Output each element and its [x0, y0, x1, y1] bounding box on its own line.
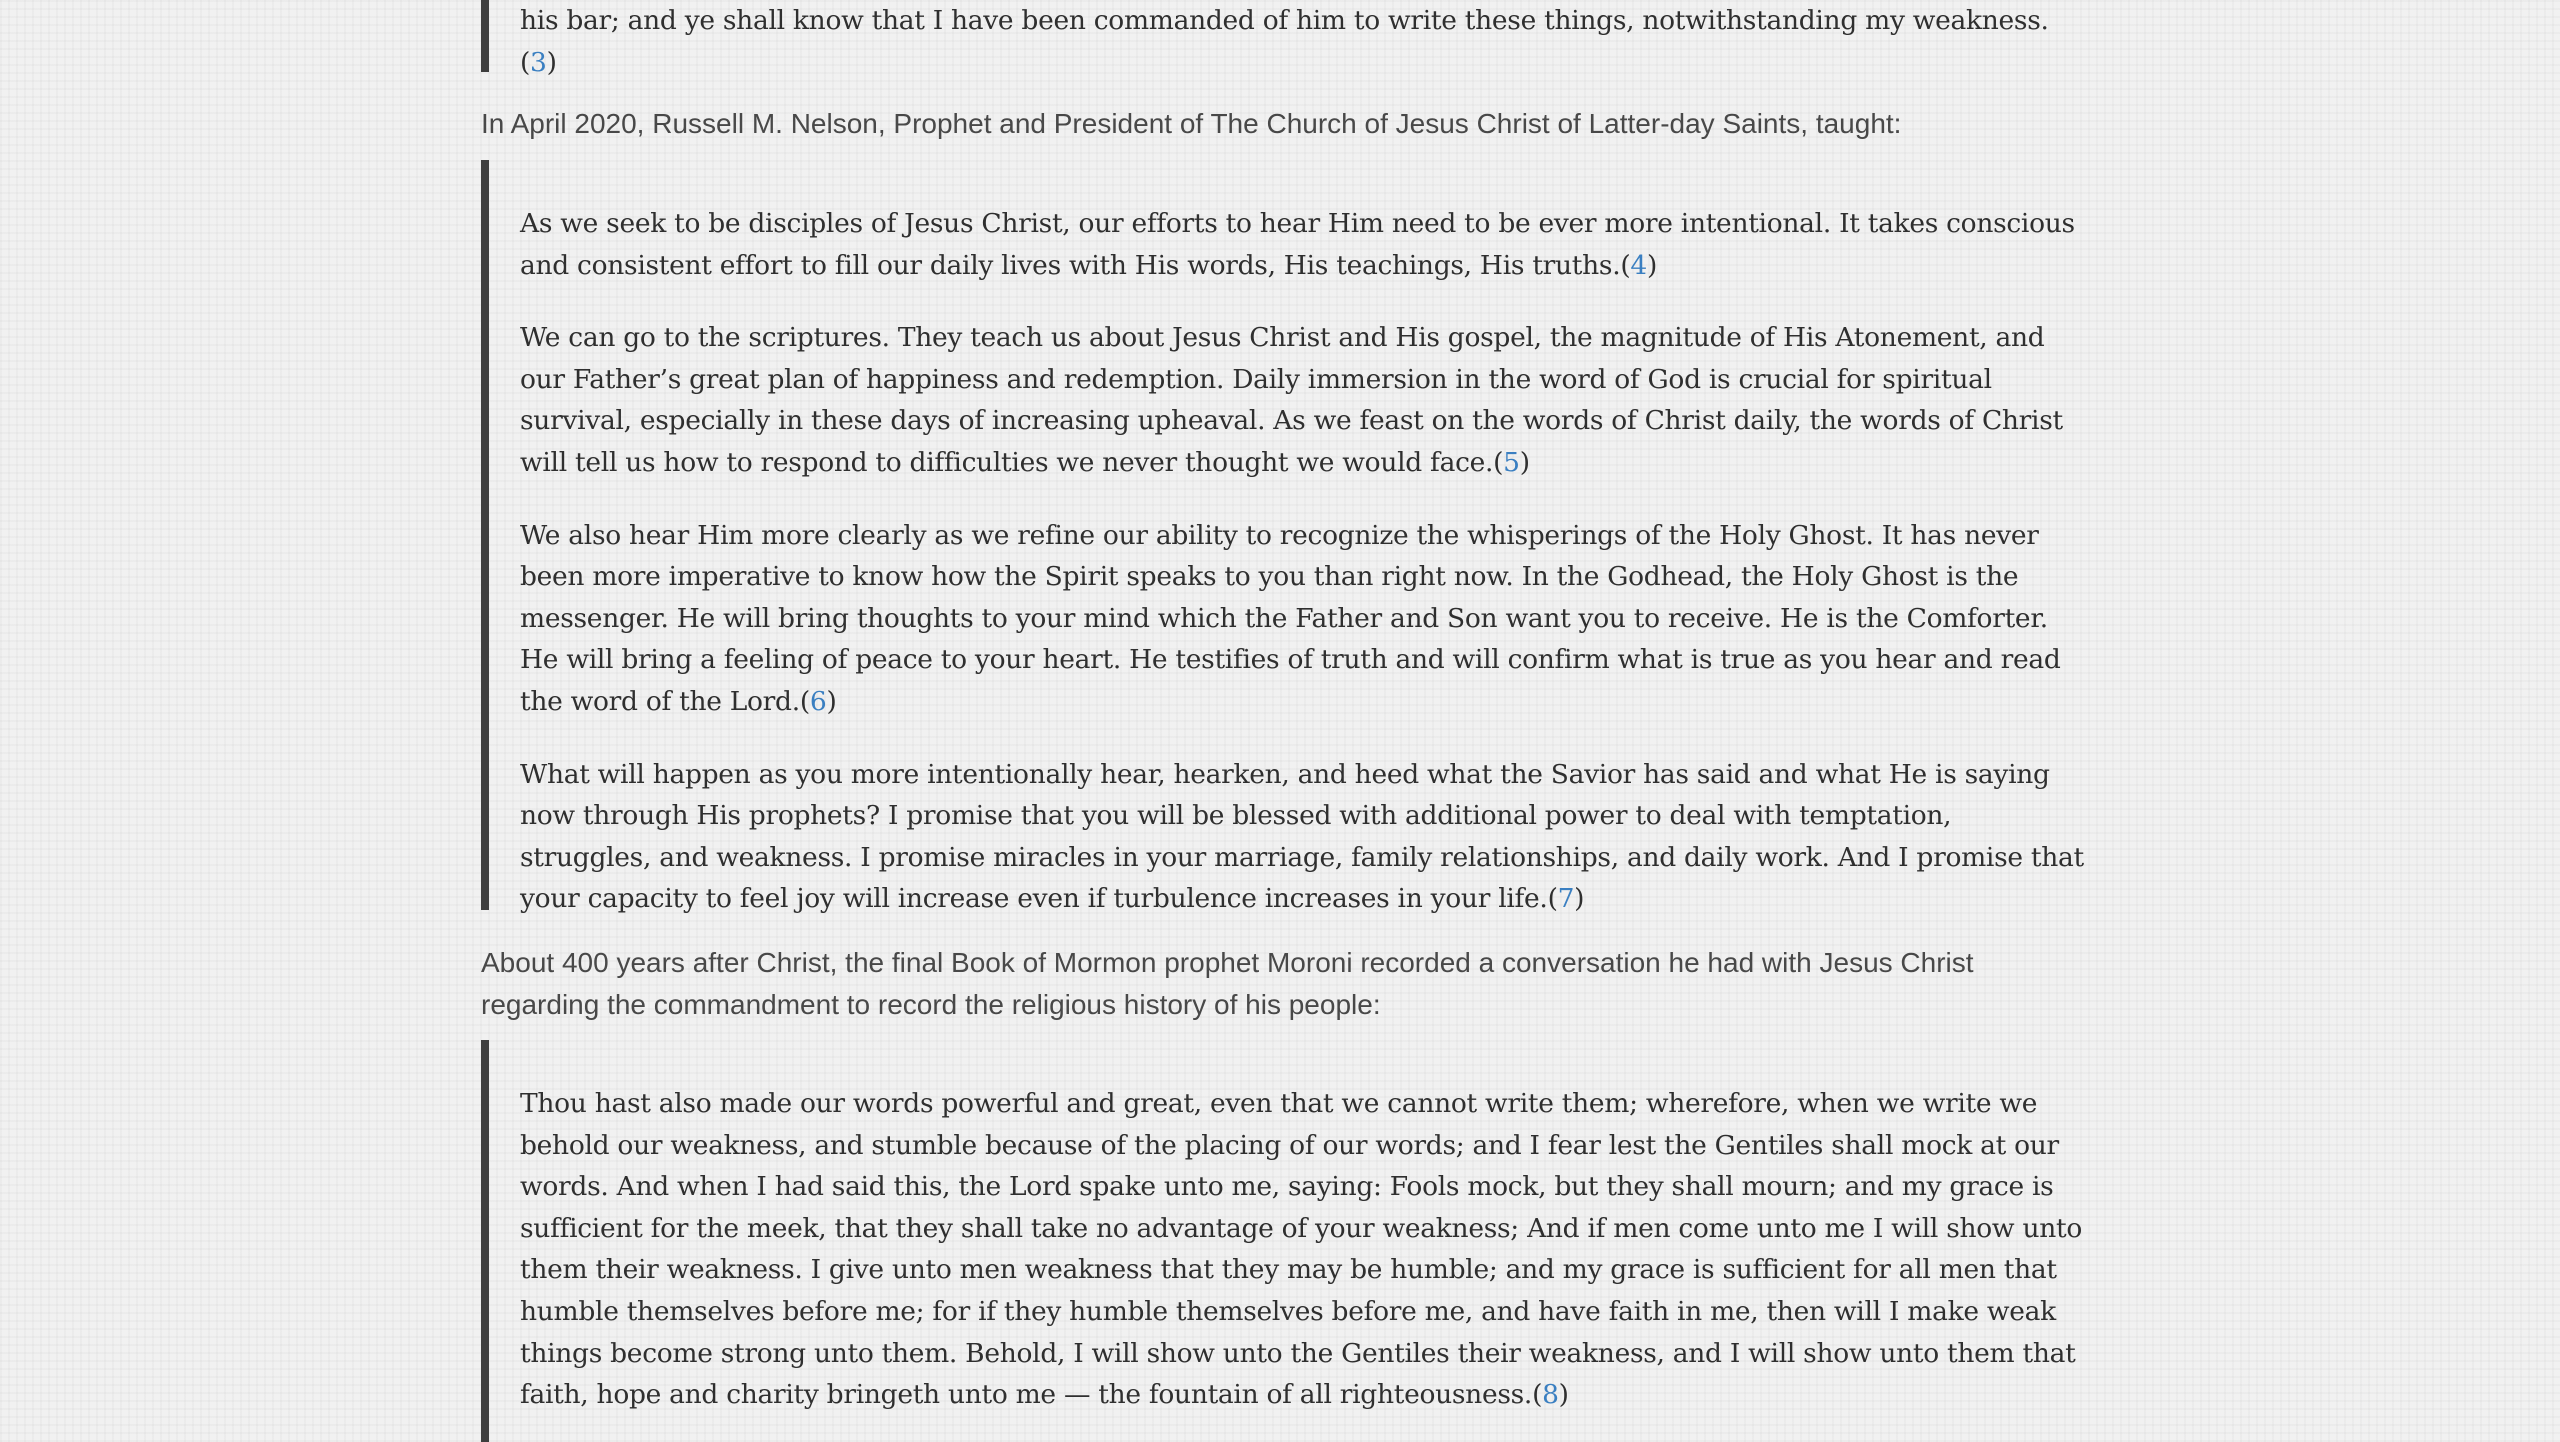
- blockquote-book-of-mormon-excerpt: [481, 0, 2085, 78]
- blockquote-nelson-quote: [481, 160, 2085, 915]
- quote-paragraph: As we seek to be disciples of Jesus Christ, our efforts to hear Him need to be ever more intentional. It takes conscious and consistent effort to fill our daily lives with His words, His teachings, His truths.(4): [520, 208, 2075, 281]
- intro-paragraph-nelson: In April 2020, Russell M. Nelson, Prophet and President of The Church of Jesus Christ of Latter-day Saints, taught:: [481, 108, 1902, 139]
- footnote-link-5[interactable]: 5: [1503, 446, 1520, 478]
- blockquote-ether-quote: [481, 1040, 2085, 1442]
- quote-text: Thou hast also made our words powerful and great, even that we cannot write them; wherefore, when we write we behold our weakness, and stumble because of the placing of our words; and I fear lest the Gentiles shall mock at our words. And when I had said this, the Lord spake unto me, saying: Fools mock, but they shall mourn; and my grace is sufficient for the meek, that they shall take no advantage of your weakness; And if men come unto me I will show unto them their weakness. I give unto men weakness that they may be humble; and my grace is sufficient for all men that humble themselves before me; for if they humble themselves before me, and have faith in me, then will I make weak things become strong unto them. Behold, I will show unto the Gentiles their weakness, and I will show unto them that faith, hope and charity bringeth unto me — the fountain of all righteousness.: [520, 1088, 2082, 1411]
- quote-paragraph: We can go to the scriptures. They teach us about Jesus Christ and His gospel, the magnitude of His Atonement, and our Father’s great plan of happiness and redemption. Daily immersion in the word of God is crucial for spiritual survival, especially in these days of increasing upheaval. As we feast on the words of Christ daily, the words of Christ will tell us how to respond to difficulties we never thought we would face.(5): [520, 322, 2063, 478]
- footnote-link-8[interactable]: 8: [1542, 1379, 1559, 1411]
- intro-paragraph-moroni: About 400 years after Christ, the final Book of Mormon prophet Moroni recorded a conversation he had with Jesus Christ regarding the commandment to record the religious history of his people:: [481, 947, 1974, 1020]
- quote-paragraph: We also hear Him more clearly as we refine our ability to recognize the whisperings of the Holy Ghost. It has never been more imperative to know how the Spirit speaks to you than right now. In the Godhead, the Holy Ghost is the messenger. He will bring thoughts to your mind which the Father and Son want you to receive. He is the Comforter. He will bring a feeling of peace to your heart. He testifies of truth and will confirm what is true as you hear and read the word of the Lord.(6): [520, 519, 2061, 717]
- footnote-link-6[interactable]: 6: [809, 685, 827, 717]
- quote-text: We can go to the scriptures. They teach us about Jesus Christ and His gospel, the magnitude of His Atonement, and our Father’s great plan of happiness and redemption. Daily immersion in the word of God is crucial for spiritual survival, especially in these days of increasing upheaval. As we feast on the words of Christ daily, the words of Christ will tell us how to respond to difficulties we never thought we would face.: [520, 322, 2063, 478]
- quote-paragraph: his bar; and ye shall know that I have been commanded of him to write these things, notwithstanding my weakness.(3): [520, 5, 2049, 78]
- quote-text: As we seek to be disciples of Jesus Christ, our efforts to hear Him need to be ever more intentional. It takes conscious and consistent effort to fill our daily lives with His words, His teachings, His truths.: [520, 208, 2075, 281]
- quote-paragraph: What will happen as you more intentionally hear, hearken, and heed what the Savior has said and what He is saying now through His prophets? I promise that you will be blessed with additional power to deal with temptation, struggles, and weakness. I promise miracles in your marriage, family relationships, and daily work. And I promise that your capacity to feel joy will increase even if turbulence increases in your life.(7): [520, 758, 2084, 915]
- quote-paragraph: Thou hast also made our words powerful and great, even that we cannot write them; wherefore, when we write we behold our weakness, and stumble because of the placing of our words; and I fear lest the Gentiles shall mock at our words. And when I had said this, the Lord spake unto me, saying: Fools mock, but they shall mourn; and my grace is sufficient for the meek, that they shall take no advantage of your weakness; And if men come unto me I will show unto them their weakness. I give unto men weakness that they may be humble; and my grace is sufficient for all men that humble themselves before me; for if they humble themselves before me, and have faith in me, then will I make weak things become strong unto them. Behold, I will show unto the Gentiles their weakness, and I will show unto them that faith, hope and charity bringeth unto me — the fountain of all righteousness.(8): [520, 1088, 2082, 1411]
- quote-text: What will happen as you more intentionally hear, hearken, and heed what the Savior has said and what He is saying now through His prophets? I promise that you will be blessed with additional power to deal with temptation, struggles, and weakness. I promise miracles in your marriage, family relationships, and daily work. And I promise that your capacity to feel joy will increase even if turbulence increases in your life.: [520, 758, 2084, 915]
- quote-text: his bar; and ye shall know that I have been commanded of him to write these things, notwithstanding my weakness.: [520, 5, 2049, 36]
- footnote-link-7[interactable]: 7: [1557, 883, 1575, 915]
- footnote-link-4[interactable]: 4: [1630, 249, 1647, 281]
- quote-text: We also hear Him more clearly as we refine our ability to recognize the whisperings of the Holy Ghost. It has never been more imperative to know how the Spirit speaks to you than right now. In the Godhead, the Holy Ghost is the messenger. He will bring thoughts to your mind which the Father and Son want you to receive. He is the Comforter. He will bring a feeling of peace to your heart. He testifies of truth and will confirm what is true as you hear and read the word of the Lord.: [520, 519, 2061, 717]
- footnote-link-3[interactable]: 3: [530, 46, 547, 78]
